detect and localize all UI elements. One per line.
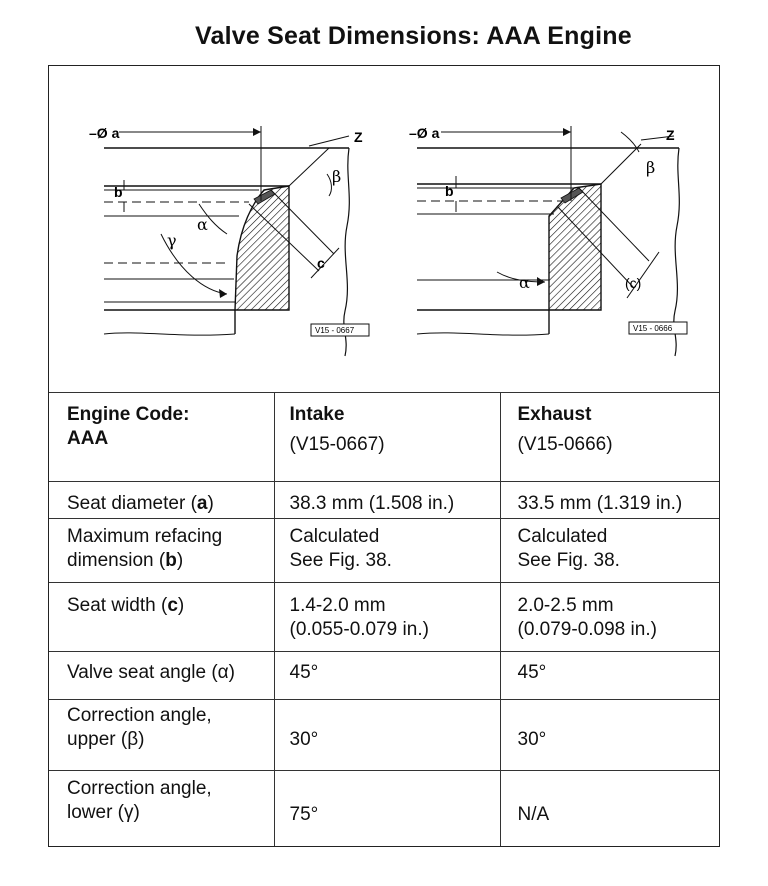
table-row-seat-angle — [49, 652, 719, 700]
header-exhaust: Exhaust (V15-0666) — [500, 393, 719, 482]
exhaust-value: 45° — [500, 652, 719, 700]
row-label: Valve seat angle (α) — [49, 652, 274, 700]
intake-value: Calculated See Fig. 38. — [274, 519, 500, 583]
intake-c-label: c — [317, 255, 325, 271]
intake-beta-label: β — [332, 167, 342, 186]
table-row-correction-lower — [49, 771, 719, 846]
valve-seat-table — [49, 392, 719, 846]
exhaust-b-label: b — [445, 183, 454, 199]
figure-frame — [48, 65, 720, 847]
exhaust-c-label: (c) — [625, 275, 642, 291]
row-label: Maximum refacing dimension (b) — [49, 519, 274, 583]
intake-diameter-label: –Ø a — [89, 125, 120, 141]
intake-z-label: Z — [354, 129, 363, 145]
exhaust-beta-label: β — [646, 158, 656, 177]
exhaust-figure-tag: V15 - 0666 — [633, 324, 673, 333]
intake-value: 30° — [274, 700, 500, 771]
row-label: Correction angle, lower (γ) — [49, 771, 274, 846]
exhaust-value: 30° — [500, 700, 719, 771]
intake-b-label: b — [114, 184, 123, 200]
intake-value: 1.4-2.0 mm (0.055-0.079 in.) — [274, 583, 500, 652]
page-title: Valve Seat Dimensions: AAA Engine — [195, 22, 632, 50]
intake-value: 38.3 mm (1.508 in.) — [274, 482, 500, 519]
table-row-refacing — [49, 519, 719, 583]
exhaust-diameter-label: –Ø a — [409, 125, 440, 141]
table-header-row — [49, 393, 719, 482]
exhaust-alpha-label: α — [519, 273, 530, 292]
intake-figure-tag: V15 - 0667 — [315, 326, 355, 335]
intake-value: 75° — [274, 771, 500, 846]
exhaust-value: N/A — [500, 771, 719, 846]
intake-gamma-label: γ — [167, 231, 177, 250]
header-intake: Intake (V15-0667) — [274, 393, 500, 482]
intake-valve-drawing — [89, 125, 369, 356]
header-engine-code: Engine Code: AAA — [49, 393, 274, 482]
exhaust-value: 2.0-2.5 mm (0.079-0.098 in.) — [500, 583, 719, 652]
table-row-seat-width — [49, 583, 719, 652]
exhaust-value: 33.5 mm (1.319 in.) — [500, 482, 719, 519]
row-label: Seat diameter (a) — [49, 482, 274, 519]
exhaust-value: Calculated See Fig. 38. — [500, 519, 719, 583]
exhaust-z-label: Z — [666, 127, 675, 143]
intake-value: 45° — [274, 652, 500, 700]
intake-alpha-label: α — [197, 215, 208, 234]
row-label: Correction angle, upper (β) — [49, 700, 274, 771]
table-row-seat-diameter — [49, 482, 719, 519]
valve-seat-diagram — [49, 66, 719, 392]
exhaust-valve-drawing — [409, 125, 687, 356]
row-label: Seat width (c) — [49, 583, 274, 652]
table-row-correction-upper — [49, 700, 719, 771]
